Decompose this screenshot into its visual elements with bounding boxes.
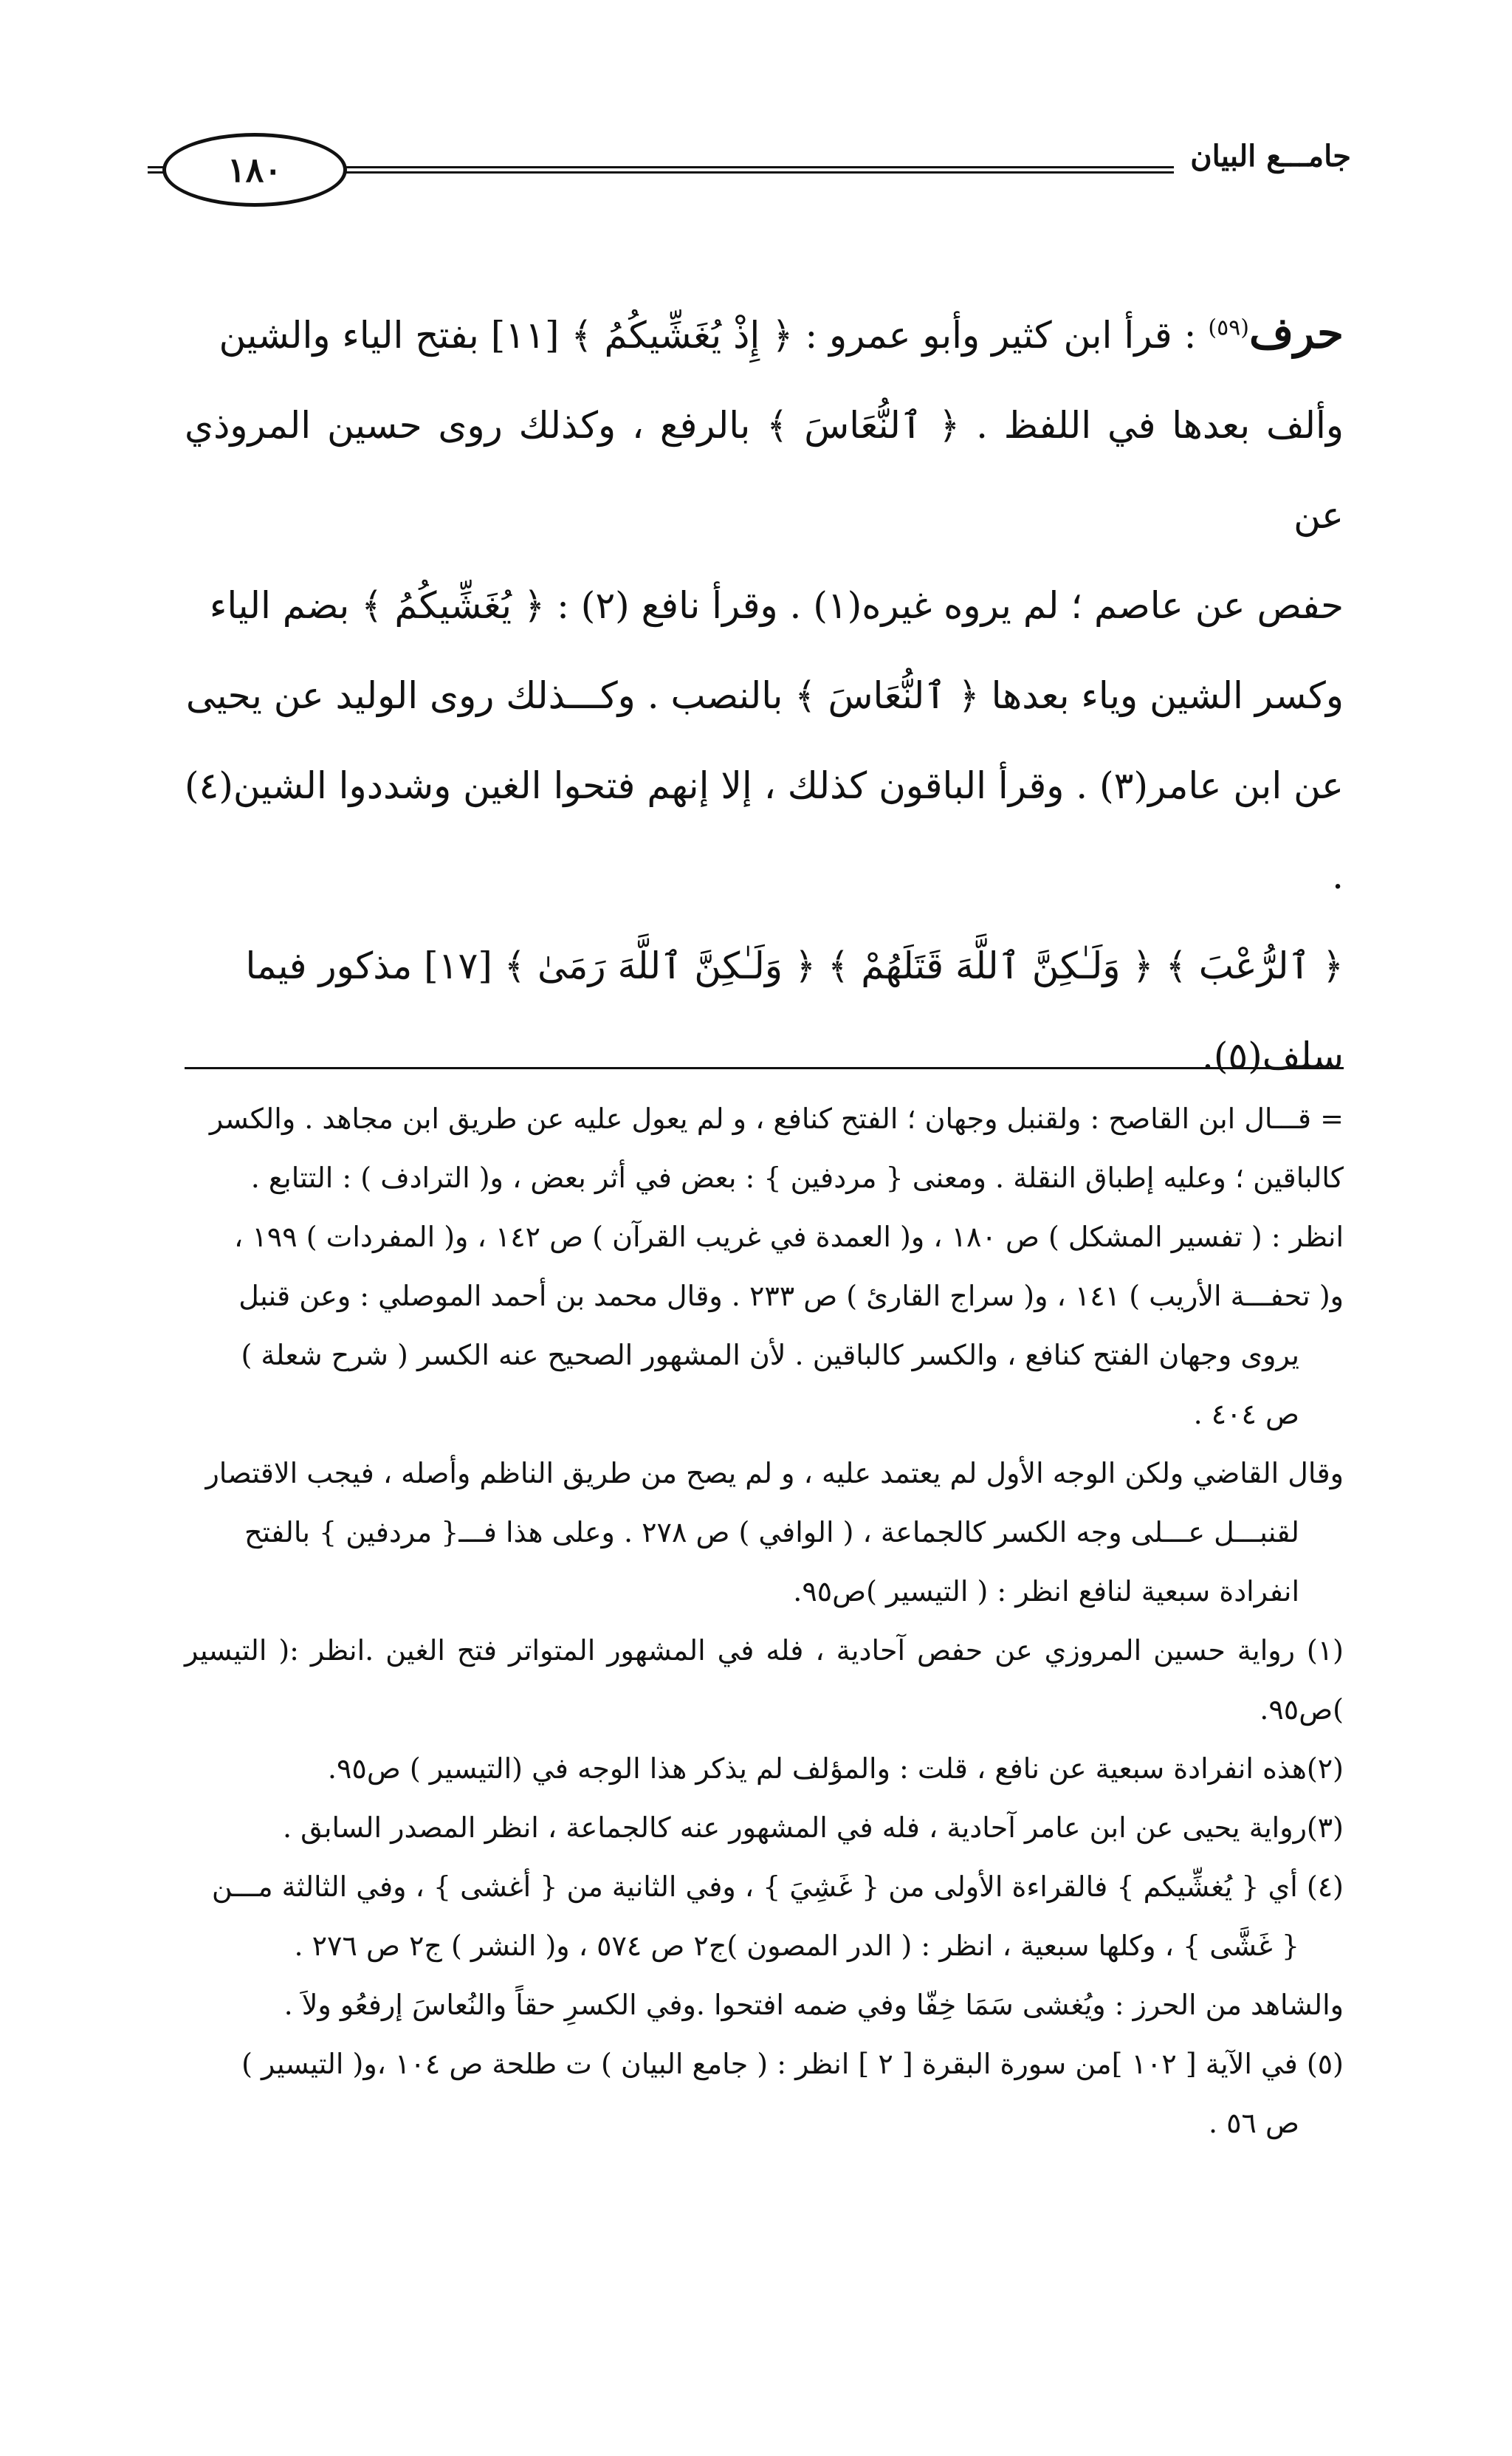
footnotes: [185, 1089, 1344, 2153]
footnote-continuation-line: كالباقين ؛ وعليه إطباق النقلة . ومعنى { مردفين } : بعض في أثر بعض ، و( الترادف ) : التتابع .: [250, 1162, 1344, 1194]
main-line-4: وكسر الشين وياء بعدها ﴿ ٱلنُّعَاسَ ﴾ بالنصب . وكـــذلك روى الوليد عن يحيى: [185, 674, 1344, 717]
main-line-1-text: : قرأ ابن كثير وأبو عمرو : ﴿ إِذْ يُغَشِّيكُمُ ﴾ [١١] بفتح الياء والشين: [219, 314, 1209, 357]
footnote-continuation-line: لقنبـــل عـــلى وجه الكسر كالجماعة ، ( الوافي ) ص ٢٧٨ . وعلى هذا فـــ{ مردفين } بالفتح: [244, 1516, 1299, 1548]
main-line-1: [185, 288, 1344, 380]
footnote-1: (١) رواية حسين المروزي عن حفص آحادية ، فله في المشهور المتواتر فتح الغين .انظر :( التيسير )ص٩٥.: [185, 1634, 1344, 1726]
footnote-continuation-line: انفرادة سبعية لنافع انظر : ( التيسير )ص٩٥.: [793, 1575, 1299, 1608]
footnote-continuation-line: وقال القاضي ولكن الوجه الأول لم يعتمد عليه ، و لم يصح من طريق الناظم وأصله ، فيجب الاقتصار: [205, 1457, 1344, 1489]
main-line-2: وألف بعدها في اللفظ . ﴿ ٱلنُّعَاسَ ﴾ بالرفع ، وكذلك روى حسين المروذي عن: [185, 404, 1344, 537]
footnote-4-continued: { غَشَّى } ، وكلها سبعية ، انظر : ( الدر المصون )ج٢ ص ٥٧٤ ، و( النشر ) ج٢ ص ٢٧٦ .: [294, 1930, 1299, 1962]
footnote-continuation-line: انظر : ( تفسير المشكل ) ص ١٨٠ ، و( العمدة في غريب القرآن ) ص ١٤٢ ، و( المفردات ) ١٩٩ ،: [234, 1221, 1344, 1253]
page-number: ١٨٠: [162, 133, 347, 207]
main-line-6: ﴿ ٱلرُّعْبَ ﴾ ﴿ وَلَـٰكِنَّ ٱللَّهَ قَتَلَهُمْ ﴾ ﴿ وَلَـٰكِنَّ ٱللَّهَ رَمَىٰ ﴾ [١٧] مذكور فيما: [245, 944, 1344, 987]
main-line-3: حفص عن عاصم ؛ لم يروه غيره(١) . وقرأ نافع (٢) : ﴿ يُغَشِّيكُمُ ﴾ بضم الياء: [209, 584, 1344, 627]
footnote-5-continued: ص ٥٦ .: [1208, 2107, 1299, 2139]
page-header: [148, 126, 1351, 222]
footnote-4: (٤) أي { يُغشِّيكم } فالقراءة الأولى من { غَشِيَ } ، وفي الثانية من { أغشى } ، وفي الثالثة مـــن: [211, 1870, 1344, 1903]
footnote-continuation-line: ص ٤٠٤ .: [1193, 1398, 1299, 1430]
footnote-2: (٢)هذه انفرادة سبعية عن نافع ، قلت : والمؤلف لم يذكر هذا الوجه في (التيسير ) ص٩٥.: [327, 1752, 1344, 1785]
footnote-5: (٥) في الآية [ ١٠٢ ]من سورة البقرة [ ٢ ] انظر : ( جامع البيان ) ت طلحة ص ١٠٤ ،و( التيسير ): [241, 2048, 1344, 2080]
main-text: [185, 288, 1344, 1101]
running-title: جامـــع البيان: [1174, 139, 1351, 174]
main-line-5: عن ابن عامر(٣) . وقرأ الباقون كذلك ، إلا إنهم فتحوا الغين وشددوا الشين(٤) .: [185, 764, 1344, 897]
section-label: حرف: [1249, 308, 1344, 358]
section-label-note: (٥٩): [1208, 315, 1250, 341]
footnote-continuation-line: يروى وجهان الفتح كنافع ، والكسر كالباقين . لأن المشهور الصحيح عنه الكسر ( شرح شعلة ): [241, 1339, 1299, 1371]
footnote-4-verse: والشاهد من الحرز : ويُغشى سَمَا خِفّا وفي ضمه افتحوا .وفي الكسرِ حقاً والنُعاسَ إرفعُو ولاَ .: [284, 1989, 1344, 2021]
footnote-continuation-line: = قـــال ابن القاصح : ولقنبل وجهان ؛ الفتح كنافع ، و لم يعول عليه عن طريق ابن مجاهد . والكسر: [209, 1102, 1344, 1135]
main-line-7: سلف(٥).: [1202, 1035, 1344, 1077]
footnote-separator: [185, 1067, 1344, 1069]
footnote-3: (٣)رواية يحيى عن ابن عامر آحادية ، فله في المشهور عنه كالجماعة ، انظر المصدر السابق .: [283, 1811, 1344, 1844]
footnote-continuation-line: و( تحفـــة الأريب ) ١٤١ ، و( سراج القارئ ) ص ٢٣٣ . وقال محمد بن أحمد الموصلي : وعن قنبل: [238, 1280, 1344, 1312]
